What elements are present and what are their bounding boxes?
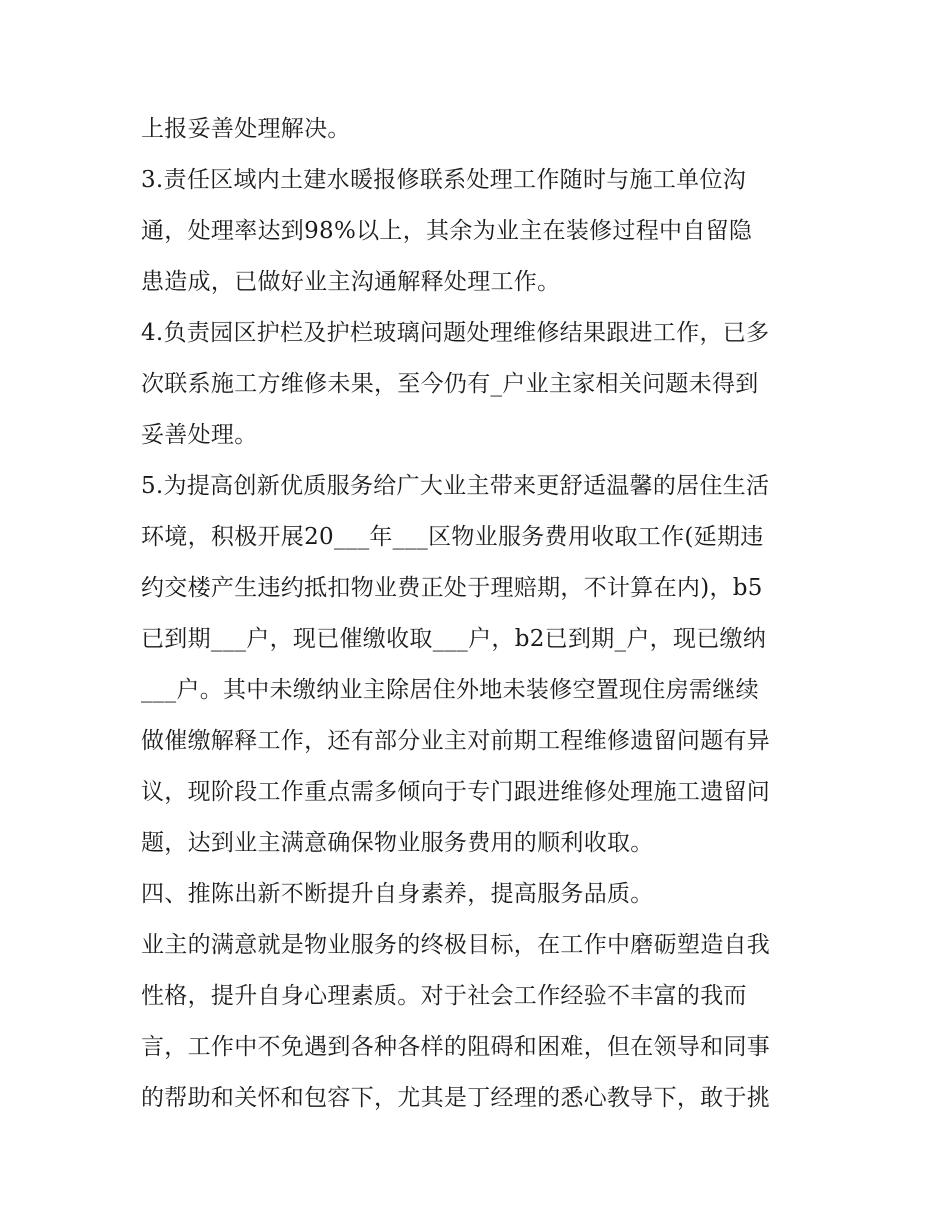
text-line: 的帮助和关怀和包容下，尤其是丁经理的悉心教导下，敢于挑	[141, 1085, 771, 1111]
text-line: 约交楼产生违约抵扣物业费正处于理赔期，不计算在内)，b5	[141, 575, 763, 601]
text-line: 妥善处理。	[141, 422, 258, 448]
text-line: 患造成，已做好业主沟通解释处理工作。	[141, 269, 561, 295]
text-line: 业主的满意就是物业服务的终极目标，在工作中磨砺塑造自我	[141, 932, 771, 958]
text-line: 议，现阶段工作重点需多倾向于专门跟进维修处理施工遗留问	[141, 779, 771, 805]
text-line: 5.为提高创新优质服务给广大业主带来更舒适温馨的居住生活	[141, 473, 770, 499]
text-line: 4.负责园区护栏及护栏玻璃问题处理维修结果跟进工作，已多	[141, 320, 770, 346]
text-line: ___户。其中未缴纳业主除居住外地未装修空置现住房需继续	[141, 677, 759, 703]
text-line: 环境，积极开展20___年___区物业服务费用收取工作(延期违	[141, 524, 764, 550]
text-line: 通，处理率达到98%以上，其余为业主在装修过程中自留隐	[141, 218, 753, 244]
text-line: 做催缴解释工作，还有部分业主对前期工程维修遗留问题有异	[141, 728, 771, 754]
text-line: 3.责任区域内土建水暖报修联系处理工作随时与施工单位沟	[141, 167, 747, 193]
text-line: 次联系施工方维修未果，至今仍有_户业主家相关问题未得到	[141, 371, 759, 397]
text-line: 上报妥善处理解决。	[141, 116, 351, 142]
text-line: 言，工作中不免遇到各种各样的阻碍和困难，但在领导和同事	[141, 1034, 771, 1060]
text-line: 已到期___户，现已催缴收取___户，b2已到期_户，现已缴纳	[141, 626, 767, 652]
document-body	[141, 104, 821, 1124]
section-heading: 四、推陈出新不断提升自身素养，提高服务品质。	[141, 881, 654, 907]
text-line: 性格，提升自身心理素质。对于社会工作经验不丰富的我而	[141, 983, 747, 1009]
text-line: 题，达到业主满意确保物业服务费用的顺利收取。	[141, 830, 654, 856]
